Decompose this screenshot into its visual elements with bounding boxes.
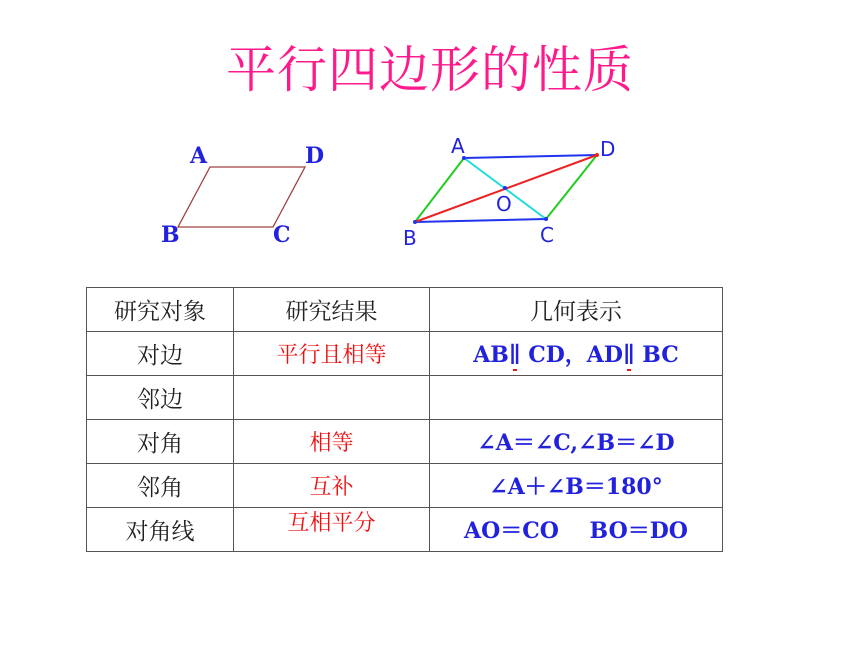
row-object: 对角 — [87, 420, 234, 464]
parallelogram-figures — [0, 0, 860, 260]
parallelogram-figure-2 — [403, 134, 615, 250]
row-expression — [430, 420, 723, 464]
parallel-equal-symbol: ∥ — [622, 342, 635, 368]
table-header-row — [87, 288, 723, 332]
parallelogram-abcd-outline — [178, 167, 305, 227]
vertex-label-a: A — [451, 134, 465, 158]
center-point-o — [503, 186, 507, 190]
expression-part: CD，AD — [520, 342, 623, 368]
vertex-label-c: C — [273, 222, 291, 248]
side-bc — [415, 219, 546, 222]
vertex-label-d: D — [305, 143, 325, 169]
parallel-equal-symbol: ∥ — [508, 342, 521, 368]
side-ad — [464, 155, 597, 158]
row-expression — [430, 376, 723, 420]
vertex-label-b: B — [403, 226, 417, 250]
header-expression: 几何表示 — [430, 288, 723, 332]
expression-text: ∠A＋∠B＝180° — [489, 474, 663, 500]
row-result — [234, 332, 430, 376]
properties-table — [86, 287, 723, 552]
table-row — [87, 420, 723, 464]
center-label-o: O — [496, 192, 512, 216]
expression-text: ∠A＝∠C,∠B＝∠D — [477, 430, 675, 456]
vertex-point-d — [595, 153, 599, 157]
row-expression — [430, 508, 723, 552]
row-result — [234, 376, 430, 420]
row-expression — [430, 332, 723, 376]
row-object: 对边 — [87, 332, 234, 376]
vertex-label-a: A — [190, 143, 208, 169]
result-text: 相等 — [309, 431, 354, 456]
row-object: 邻边 — [87, 376, 234, 420]
row-expression — [430, 464, 723, 508]
table-row — [87, 464, 723, 508]
expression-part: AB — [473, 342, 509, 368]
row-object: 邻角 — [87, 464, 234, 508]
header-result: 研究结果 — [234, 288, 430, 332]
result-text: 平行且相等 — [276, 343, 387, 368]
page-title: 平行四边形的性质 — [226, 41, 634, 99]
vertex-label-b: B — [161, 222, 180, 248]
table-row — [87, 508, 723, 552]
result-text: 互相平分 — [287, 511, 376, 536]
table-row — [87, 332, 723, 376]
vertex-point-c — [544, 217, 548, 221]
row-result — [234, 464, 430, 508]
result-text: 互补 — [309, 475, 354, 500]
expression-part: BC — [634, 342, 679, 368]
expression-text — [473, 342, 679, 368]
expression-text: AO＝CO BO＝DO — [464, 518, 688, 544]
vertex-label-d: D — [600, 137, 616, 161]
parallelogram-figure-1 — [161, 143, 324, 248]
vertex-point-b — [413, 220, 417, 224]
row-result — [234, 420, 430, 464]
table-row — [87, 376, 723, 420]
vertex-label-c: C — [540, 223, 554, 247]
row-result — [234, 508, 430, 552]
header-object: 研究对象 — [87, 288, 234, 332]
row-object: 对角线 — [87, 508, 234, 552]
